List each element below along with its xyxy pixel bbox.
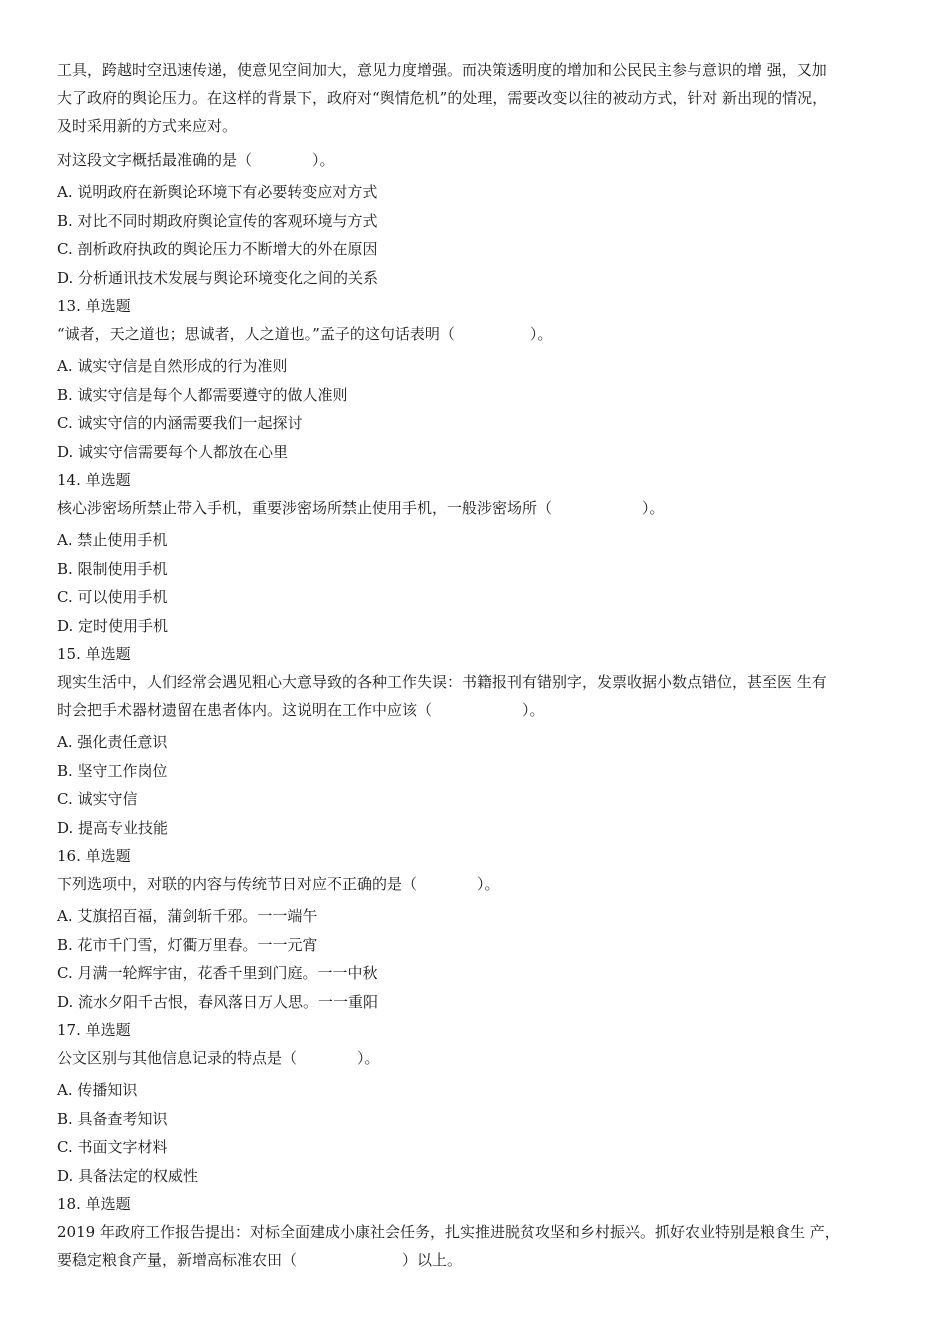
option-c[interactable]: C. 书面文字材料 (57, 1138, 168, 1156)
question-15 (57, 640, 907, 842)
question-17 (57, 1016, 907, 1190)
option-d[interactable]: D. 定时使用手机 (57, 616, 169, 635)
passage-line: 大了政府的舆论压力。在这样的背景下，政府对“舆情危机”的处理，需要改变以往的被动方式，针对 新出现的情况， (57, 89, 828, 107)
document-page (57, 56, 907, 1274)
question-stem-line: 要稳定粮食产量，新增高标准农田（ ）以上。 (57, 1251, 463, 1269)
option-b[interactable]: B. 坚守工作岗位 (57, 761, 168, 780)
question-stem: “诚者，天之道也；思诚者，人之道也。”孟子的这句话表明（ ）。 (57, 325, 553, 343)
question-header: 18. 单选题 (57, 1195, 131, 1213)
question-header: 15. 单选题 (57, 645, 131, 663)
question-18 (57, 1190, 907, 1274)
question-stem-line: 时会把手术器材遗留在患者体内。这说明在工作中应该（ ）。 (57, 701, 545, 719)
options-list (57, 1076, 907, 1190)
option-a[interactable]: A. 禁止使用手机 (57, 531, 168, 549)
options-list (57, 178, 907, 292)
passage-line: 工具，跨越时空迅速传递，使意见空间加大，意见力度增强。而决策透明度的增加和公民民主参与意识的增 强，又加 (57, 61, 827, 79)
option-a[interactable]: A. 艾旗招百福，蒲剑斩千邪。一一端午 (57, 907, 318, 925)
option-c[interactable]: C. 诚实守信的内涵需要我们一起探讨 (57, 414, 303, 432)
option-d[interactable]: D. 具备法定的权威性 (57, 1166, 199, 1185)
option-c[interactable]: C. 可以使用手机 (57, 588, 168, 606)
option-b[interactable]: B. 诚实守信是每个人都需要遵守的做人准则 (57, 385, 348, 404)
option-c[interactable]: C. 月满一轮辉宇宙，花香千里到门庭。一一中秋 (57, 964, 378, 982)
option-b[interactable]: B. 花市千门雪，灯衢万里春。一一元宵 (57, 935, 318, 954)
question-header: 13. 单选题 (57, 297, 131, 315)
option-b[interactable]: B. 限制使用手机 (57, 559, 168, 578)
question-prompt: 对这段文字概括最准确的是（ ）。 (57, 151, 335, 169)
options-list (57, 526, 907, 640)
question-stem: 核心涉密场所禁止带入手机，重要涉密场所禁止使用手机，一般涉密场所（ ）。 (57, 499, 665, 517)
question-stem-line: 2019 年政府工作报告提出：对标全面建成小康社会任务，扎实推进脱贫攻坚和乡村振兴。抓好农业特别是粮食生 产， (57, 1223, 840, 1241)
option-a[interactable]: A. 传播知识 (57, 1081, 138, 1099)
question-header: 16. 单选题 (57, 847, 131, 865)
option-a[interactable]: A. 诚实守信是自然形成的行为准则 (57, 357, 288, 375)
option-d[interactable]: D. 分析通讯技术发展与舆论环境变化之间的关系 (57, 268, 379, 287)
option-b[interactable]: B. 对比不同时期政府舆论宣传的客观环境与方式 (57, 211, 378, 230)
passage-line: 及时采用新的方式来应对。 (57, 117, 238, 135)
option-a[interactable]: A. 说明政府在新舆论环境下有必要转变应对方式 (57, 183, 378, 201)
question-stem: 下列选项中，对联的内容与传统节日对应不正确的是（ ）。 (57, 875, 500, 893)
option-d[interactable]: D. 诚实守信需要每个人都放在心里 (57, 442, 289, 461)
option-a[interactable]: A. 强化责任意识 (57, 733, 168, 751)
question-header: 14. 单选题 (57, 471, 131, 489)
question-header: 17. 单选题 (57, 1021, 131, 1039)
option-b[interactable]: B. 具备查考知识 (57, 1109, 168, 1128)
option-d[interactable]: D. 提高专业技能 (57, 818, 169, 837)
option-c[interactable]: C. 剖析政府执政的舆论压力不断增大的外在原因 (57, 240, 378, 258)
options-list (57, 902, 907, 1016)
passage (57, 56, 907, 140)
options-list (57, 352, 907, 466)
question-13 (57, 292, 907, 466)
question-stem-line: 现实生活中，人们经常会遇见粗心大意导致的各种工作失误：书籍报刊有错别字，发票收据小数点错位，甚至医 生有 (57, 673, 827, 691)
option-c[interactable]: C. 诚实守信 (57, 790, 138, 808)
question-stem: 公文区别与其他信息记录的特点是（ ）。 (57, 1049, 380, 1067)
question-14 (57, 466, 907, 640)
option-d[interactable]: D. 流水夕阳千古恨，春风落日万人思。一一重阳 (57, 992, 379, 1011)
options-list (57, 728, 907, 842)
question-16 (57, 842, 907, 1016)
